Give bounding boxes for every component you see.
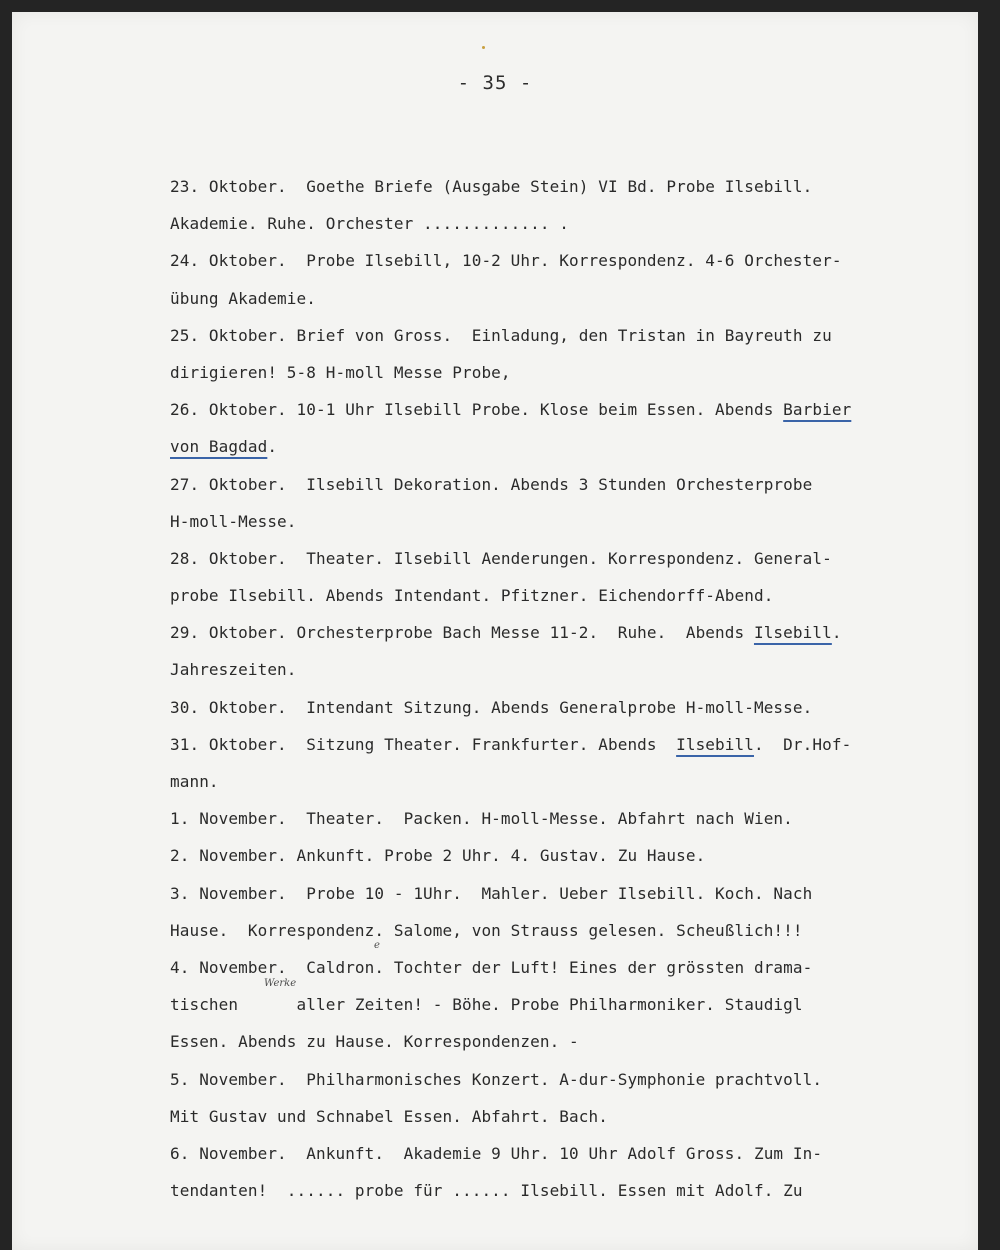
text-line: [170, 763, 970, 800]
handwritten-insertion: Werke: [264, 978, 297, 989]
text-line: [170, 503, 970, 540]
text-line: [170, 1061, 970, 1098]
line-text: 28. Oktober. Theater. Ilsebill Aenderungen. Korrespondenz. General-: [170, 548, 832, 568]
line-text: 23. Oktober. Goethe Briefe (Ausgabe Stein) VI Bd. Probe Ilsebill.: [170, 177, 813, 196]
line-text: übung Akademie.: [170, 288, 316, 308]
line-text: H-moll-Messe.: [170, 511, 297, 531]
typed-text-body: [170, 168, 970, 1209]
line-text: 30. Oktober. Intendant Sitzung. Abends Generalprobe H-moll-Messe.: [170, 697, 813, 717]
text-line: [170, 1098, 970, 1135]
underlined-title: Ilsebill: [753, 623, 832, 643]
page-number: - 35 -: [457, 72, 533, 94]
line-text: 25. Oktober. Brief von Gross. Einladung, den Tristan in Bayreuth zu: [170, 325, 832, 345]
underlined-title: Ilsebill: [676, 734, 754, 754]
underlined-title: von Bagdad: [170, 437, 268, 457]
line-text: . Dr.Hof-: [753, 734, 852, 754]
underlined-title: Barbier: [783, 400, 852, 420]
line-text: Hause. Korrespondenz. Salome, von Strauss gelesen. Scheußlich!!!: [170, 920, 803, 940]
line-text: Jahreszeiten.: [170, 660, 297, 680]
text-line: [170, 726, 970, 763]
text-line: [170, 1023, 970, 1060]
line-text: Akademie. Ruhe. Orchester ............. .: [170, 214, 570, 234]
line-text: 24. Oktober. Probe Ilsebill, 10-2 Uhr. Korrespondenz. 4-6 Orchester-: [170, 251, 842, 271]
line-text: 29. Oktober. Orchesterprobe Bach Messe 11-2. Ruhe. Abends: [170, 623, 754, 643]
line-text: 31. Oktober. Sitzung Theater. Frankfurter. Abends: [170, 734, 677, 754]
text-line: [170, 391, 970, 428]
text-line: [170, 986, 970, 1023]
line-text: 6. November. Ankunft. Akademie 9 Uhr. 10 Uhr Adolf Gross. Zum In-: [170, 1143, 823, 1163]
line-text: 1. November. Theater. Packen. H-moll-Messe. Abfahrt nach Wien.: [170, 809, 793, 829]
text-line: [170, 466, 970, 503]
line-text: probe Ilsebill. Abends Intendant. Pfitzner. Eichendorff-Abend.: [170, 586, 774, 606]
line-text: Mit Gustav und Schnabel Essen. Abfahrt. Bach.: [170, 1106, 608, 1126]
paper-speck: [482, 46, 485, 49]
line-text: 27. Oktober. Ilsebill Dekoration. Abends 3 Stunden Orchesterprobe: [170, 474, 813, 494]
line-text: 3. November. Probe 10 - 1Uhr. Mahler. Ueber Ilsebill. Koch. Nach: [170, 883, 813, 903]
line-text: tischen aller Zeiten! - Böhe. Probe Philharmoniker. Staudigl: [170, 995, 803, 1015]
text-line: [170, 837, 970, 874]
line-text: 4. November. Caldron. Tochter der Luft! Eines der grössten drama-: [170, 957, 813, 977]
text-line: [170, 205, 970, 242]
text-line: [170, 689, 970, 726]
text-line: [170, 577, 970, 614]
text-line: [170, 280, 970, 317]
line-text: mann.: [170, 772, 219, 791]
document-page: [12, 12, 978, 1250]
text-line: [170, 1135, 970, 1172]
line-text: 26. Oktober. 10-1 Uhr Ilsebill Probe. Klose beim Essen. Abends: [170, 400, 784, 420]
text-line: [170, 1172, 970, 1209]
text-line: [170, 540, 970, 577]
line-text: .: [267, 437, 278, 457]
text-line: [170, 912, 970, 949]
line-text: .: [831, 623, 842, 643]
text-line: [170, 428, 970, 465]
text-line: [170, 614, 970, 651]
line-text: 5. November. Philharmonisches Konzert. A-dur-Symphonie prachtvoll.: [170, 1069, 823, 1089]
text-line: [170, 875, 970, 912]
text-line: [170, 317, 970, 354]
text-line: [170, 651, 970, 688]
line-text: Essen. Abends zu Hause. Korrespondenzen. -: [170, 1032, 579, 1052]
text-line: [170, 168, 970, 205]
text-line: [170, 354, 970, 391]
text-line: [170, 242, 970, 279]
line-text: dirigieren! 5-8 H-moll Messe Probe,: [170, 362, 511, 382]
text-line: [170, 800, 970, 837]
line-text: 2. November. Ankunft. Probe 2 Uhr. 4. Gustav. Zu Hause.: [170, 846, 706, 866]
handwritten-correction: e: [374, 940, 380, 951]
line-text: tendanten! ...... probe für ...... Ilsebill. Essen mit Adolf. Zu: [170, 1181, 803, 1201]
